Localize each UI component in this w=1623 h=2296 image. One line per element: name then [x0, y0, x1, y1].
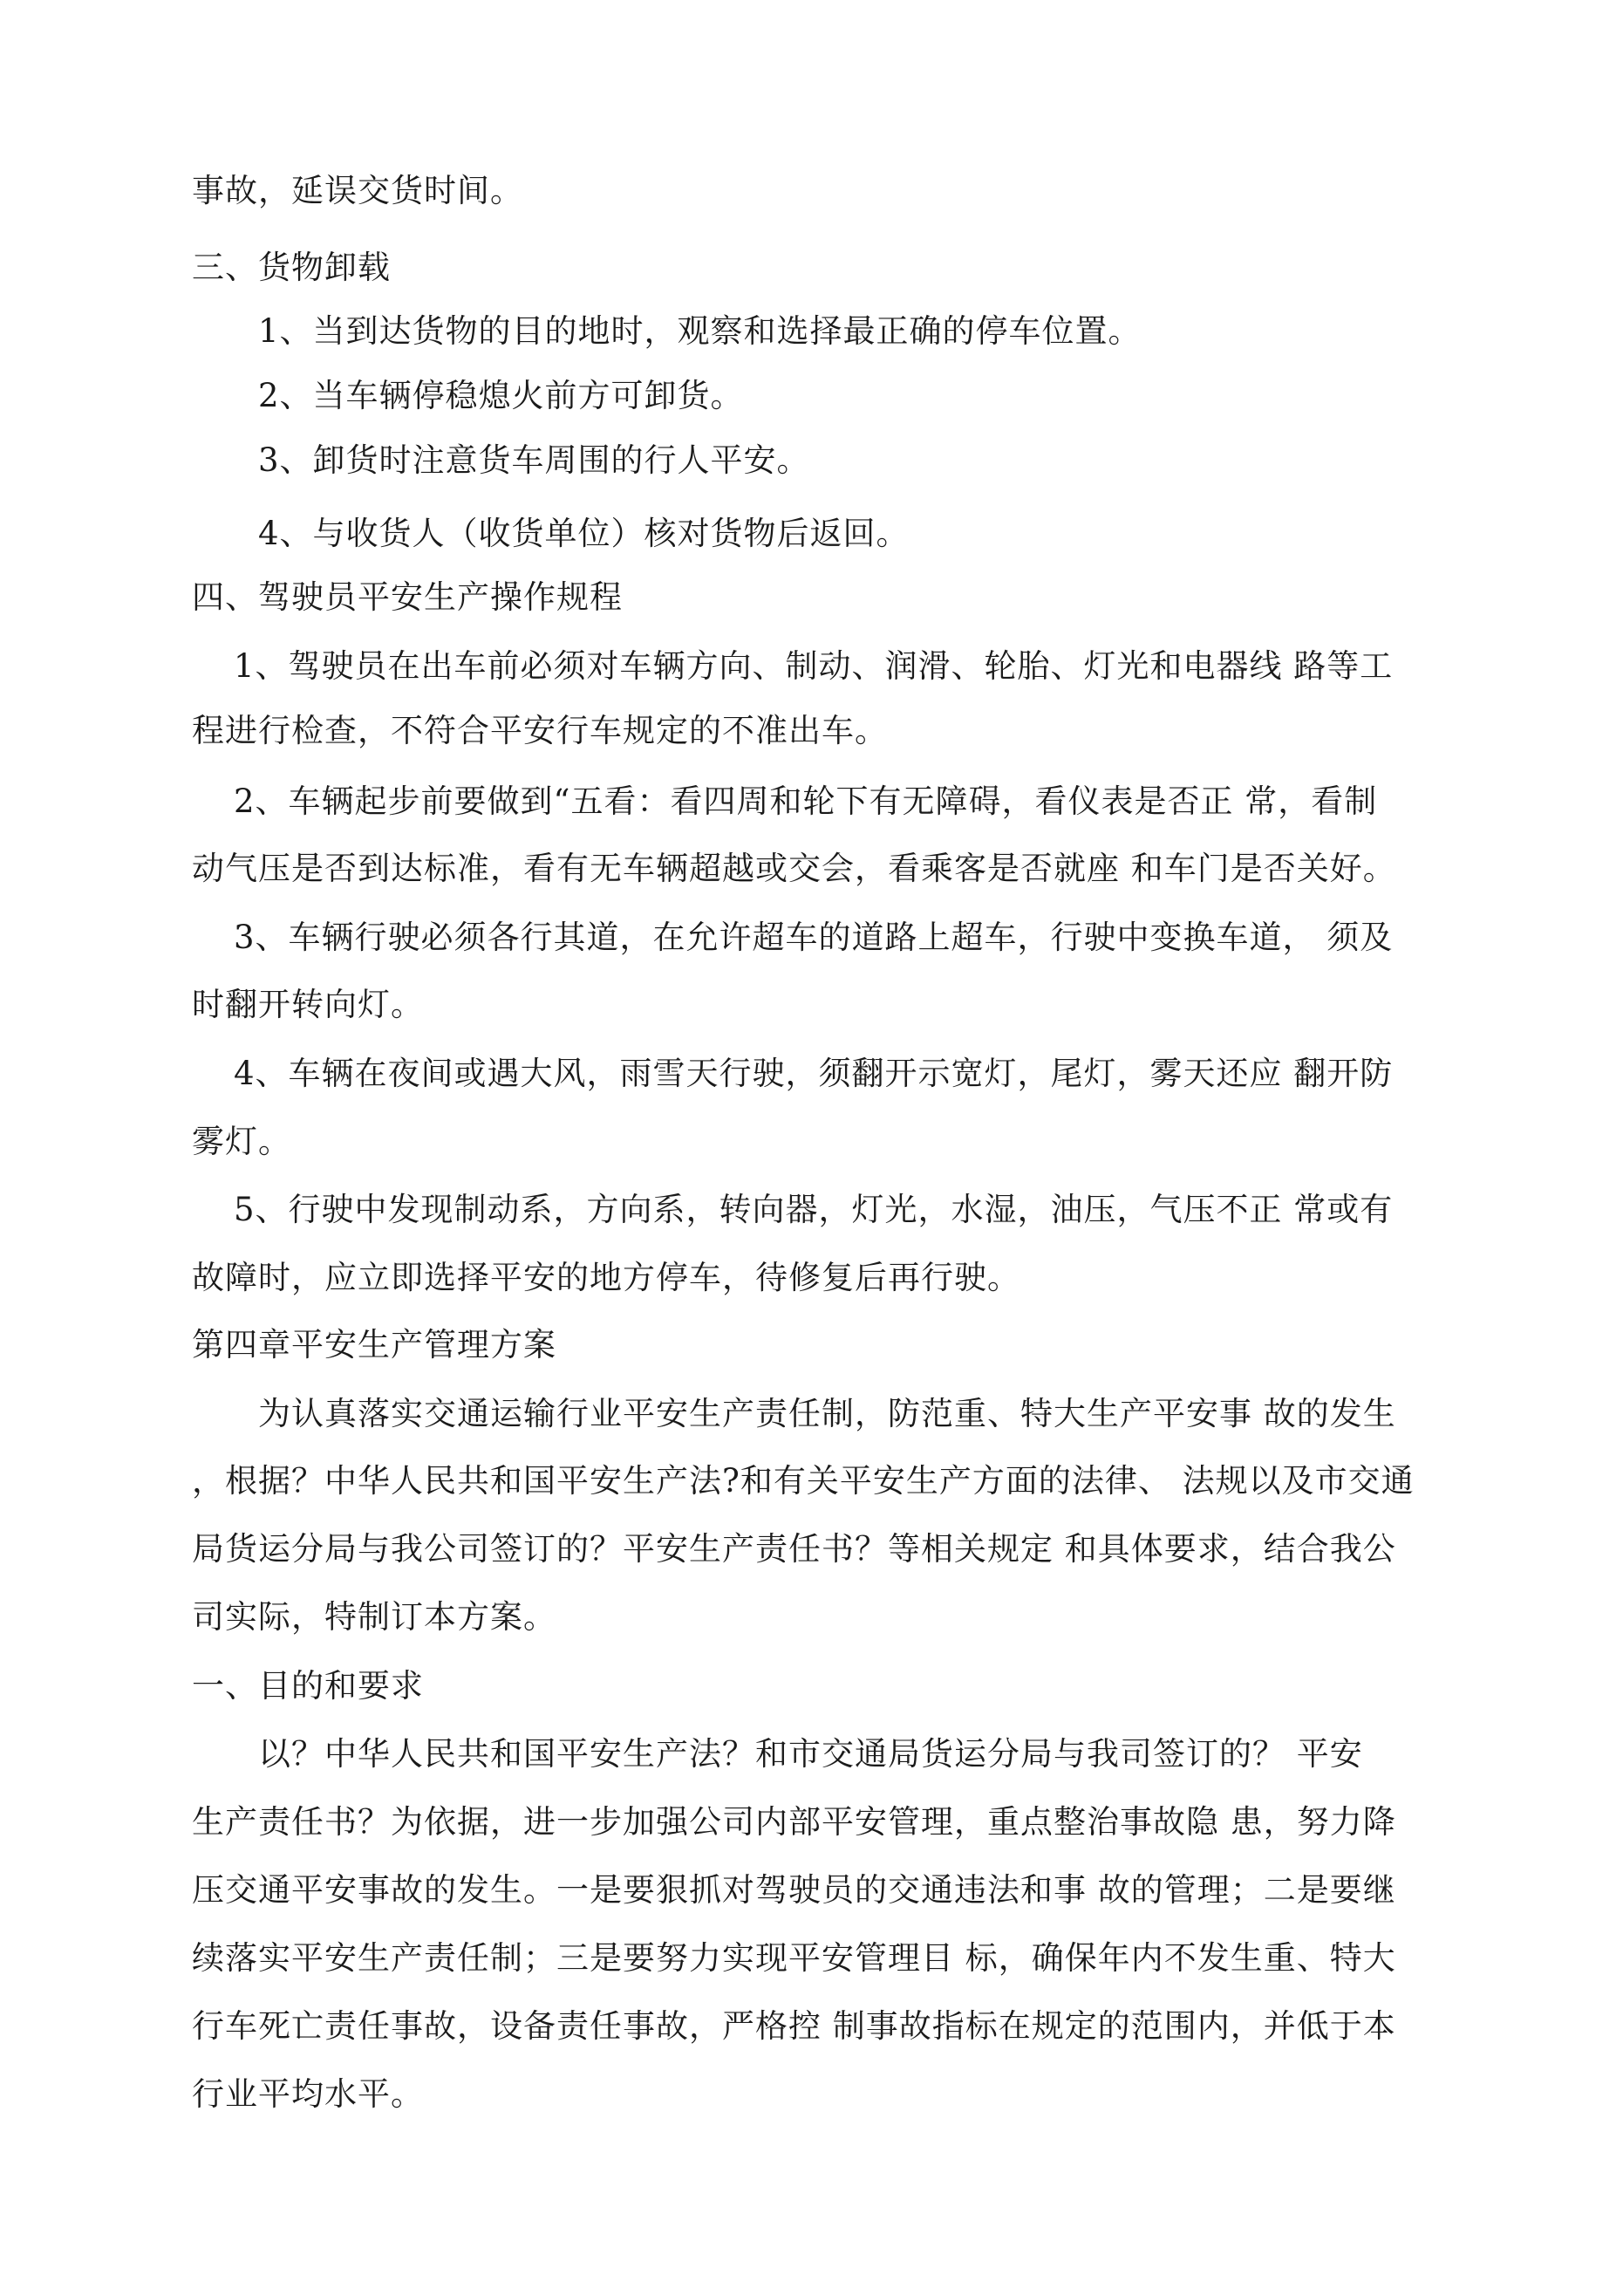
text-line: ，根据？中华人民共和国平安生产法?和有关平安生产方面的法律、 法规以及市交通	[192, 1462, 1415, 1500]
text-line: 司实际，特制订本方案。	[192, 1598, 556, 1636]
text-line: 事故，延误交货时间。	[192, 172, 523, 209]
text-line: 2、车辆起步前要做到“五看：看四周和轮下有无障碍，看仪表是否正 常，看制	[234, 782, 1378, 820]
text-line: 为认真落实交通运输行业平安生产责任制，防范重、特大生产平安事 故的发生	[258, 1395, 1396, 1432]
text-line: 行业平均水平。	[192, 2075, 424, 2113]
list-item: 2、当车辆停稳熄火前方可卸货。	[258, 377, 744, 414]
list-item: 1、当到达货物的目的地时，观察和选择最正确的停车位置。	[258, 312, 1142, 350]
text-line: 动气压是否到达标准，看有无车辆超越或交会，看乘客是否就座 和车门是否关好。	[192, 850, 1396, 887]
section-heading: 一、目的和要求	[192, 1667, 424, 1705]
section-heading: 四、驾驶员平安生产操作规程	[192, 578, 623, 616]
text-line: 时翻开转向灯。	[192, 986, 424, 1023]
section-heading: 三、货物卸载	[192, 249, 391, 286]
text-line: 1、驾驶员在出车前必须对车辆方向、制动、润滑、轮胎、灯光和电器线 路等工	[234, 647, 1394, 685]
text-line: 3、车辆行驶必须各行其道，在允许超车的道路上超车，行驶中变换车道， 须及	[234, 919, 1394, 956]
text-line: 局货运分局与我公司签订的？平安生产责任书？等相关规定 和具体要求，结合我公	[192, 1530, 1396, 1568]
text-line: 续落实平安生产责任制；三是要努力实现平安管理目 标，确保年内不发生重、特大	[192, 1939, 1396, 1977]
text-line: 故障时，应立即选择平安的地方停车，待修复后再行驶。	[192, 1259, 1020, 1296]
text-line: 以？中华人民共和国平安生产法？和市交通局货运分局与我司签订的？ 平安	[258, 1735, 1363, 1773]
list-item: 4、与收货人（收货单位）核对货物后返回。	[258, 515, 910, 552]
text-line: 行车死亡责任事故，设备责任事故，严格控 制事故指标在规定的范围内，并低于本	[192, 2007, 1396, 2045]
text-line: 5、行驶中发现制动系，方向系，转向器，灯光，水湿，油压，气压不正 常或有	[234, 1191, 1394, 1228]
text-line: 程进行检查，不符合平安行车规定的不准出车。	[192, 712, 888, 749]
text-line: 雾灯。	[192, 1123, 291, 1160]
text-line: 生产责任书？为依据，进一步加强公司内部平安管理，重点整治事故隐 患，努力降	[192, 1803, 1396, 1841]
text-line: 4、车辆在夜间或遇大风，雨雪天行驶，须翻开示宽灯，尾灯，雾天还应 翻开防	[234, 1055, 1394, 1092]
chapter-heading: 第四章平安生产管理方案	[192, 1326, 556, 1363]
list-item: 3、卸货时注意货车周围的行人平安。	[258, 441, 810, 479]
text-line: 压交通平安事故的发生。一是要狠抓对驾驶员的交通违法和事 故的管理；二是要继	[192, 1871, 1396, 1909]
